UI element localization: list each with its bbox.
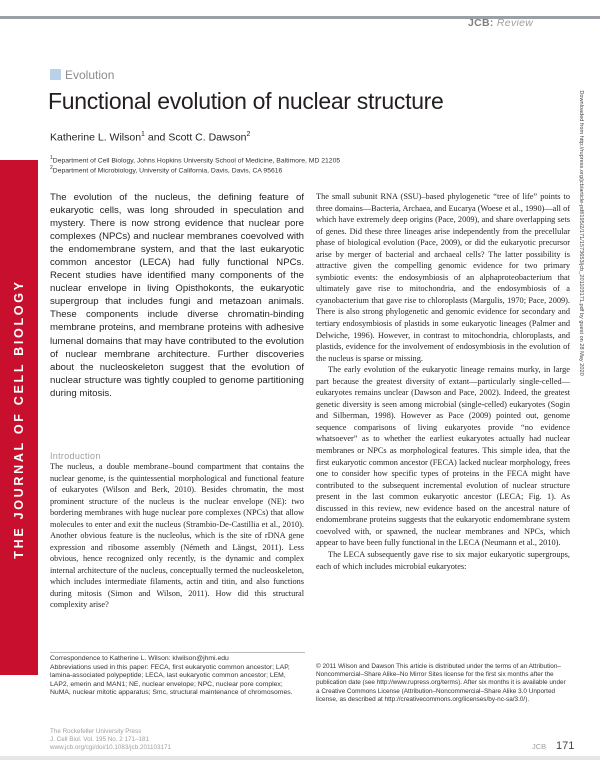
correspondence-note: Correspondence to Katherine L. Wilson: klwilson@jhmi.edu: [50, 655, 229, 662]
author-name: Scott C. Dawson: [168, 131, 247, 144]
body-paragraph: The small subunit RNA (SSU)–based phylogenetic “tree of life” points to three domains—Bacteria, Archaea, and Eucarya (Woese et al., 1990)—all of which have extremely deep origins (Pace, 2009), and share overlapping sets of genes. Did these three lineages arise independently from the precellular phase of biological evolution (Pace, 2009), or did the eukaryotic precursor arise by merger of bacterial and archaeal cells? The latter possibility is attractive given the compelling genomic evidence for two primary symbiotic events: the endosymbiosis of an alphaproteobacterium that ultimately gave rise to mitochondria, and the endosymbiosis of a cyanobacterium that gave rise to chloroplasts (Margulis, 1970; Pace, 2009). There is also strong phylogenetic and genomic evidence for secondary and tertiary endosymbiosis of plastids in some eukaryotic lineages (Palmer and Delwiche, 1996). However, in contrast to mitochondria, chloroplasts, and plastids, evidence for the involvement of endosymbiosis in the evolution of the nucleus is sparse or missing.: [316, 192, 570, 363]
author-list: Katherine L. Wilson$^1$ and Scott C. Dawson$^2$: [50, 131, 251, 144]
body-paragraph: The LECA subsequently gave rise to six major eukaryotic supergroups, each of which includes microbial eukaryotes:: [316, 549, 570, 571]
footnote-rule: [50, 652, 305, 653]
publisher: The Rockefeller University Press: [50, 728, 142, 735]
doi-link[interactable]: www.jcb.org/cgi/doi/10.1083/jcb.201103171: [50, 744, 172, 752]
abbreviations-note: Abbreviations used in this paper: FECA, first eukaryotic common ancestor; LAP, lamina-associated polypeptide; LECA, last eukaryotic common ancestor; LEM, LAP2, emerin and MAN1; NE, nuclear envelope; NPC, nuclear pore complex; NuMA, nuclear mitotic apparatus; Smc, structural maintenance of chromosomes.: [50, 663, 293, 697]
doc-icon: [50, 69, 61, 80]
article-title: Functional evolution of nuclear structure: [48, 88, 444, 114]
footer-rule: [0, 756, 600, 760]
page-number: 171: [556, 740, 575, 752]
affiliation: $^2$Department of Microbiology, University of California, Davis, Davis, CA 95616: [50, 165, 283, 175]
intro-paragraph: The nucleus, a double membrane–bound compartment that contains the nuclear genome, is the quintessential morphological and functional feature of eukaryotes (Wilson and Berk, 2010). Besides chromatin, the most prominent structure of the nucleus is the nuclear envelope (NE): two bordering membranes with huge nuclear pore complexes (NPCs) that allow molecules to enter and exit the nucleus (Strambio-De-Castillia et al., 2010). Another obvious feature is the nucleolus, which is the site of rDNA gene expression and ribosome assembly (Németh and Längst, 2011). Less obvious, hence recognized only recently, is the dynamic and complex internal architecture of the nucleus, conceptually termed the nucleoskeleton, which includes intermediate filaments, actin and titin, and also functions during mitosis (Simon and Wilson, 2011). How did this structural complexity arise?: [50, 462, 304, 609]
journal-sidebar-title: THE JOURNAL OF CELL BIOLOGY: [12, 279, 26, 559]
copyright-note: © 2011 Wilson and Dawson This article is distributed under the terms of an Attribution–Noncommercial–Share Alike–No Mirror Sites license for the first six months after the publication date (see http://www.rupress.org/terms). After six months it is available under a Creative Commons License (Attribution–Noncommercial–Share Alike 3.0 Unported license, as described at http://creativecommons.org/licenses/by-nc-sa/3.0/).: [316, 663, 566, 703]
right-column: [316, 191, 570, 572]
citation: J. Cell Biol. Vol. 195 No. 2 171–181: [50, 736, 150, 744]
article-category: Evolution: [50, 68, 114, 82]
footer-citation: [50, 728, 171, 753]
abstract: The evolution of the nucleus, the defining feature of eukaryotic cells, was long shrouded in speculation and mystery. There is now strong evidence that nuclear pore complexes (NPCs) and nuclear membranes coevolved with the endomembrane system, and that the last eukaryotic common ancestor (LECA) had fully functional NPCs. Recent studies have identified many components of the nuclear envelope in living Opisthokonts, the eukaryotic supergroup that includes fungi and metazoan animals. These components include diverse chromatin-binding membrane proteins, and membrane proteins with adhesive lumenal domains that may have contributed to the evolution of nuclear membrane architecture. Further discoveries about the nucleoskeleton suggest that the evolution of nuclear structure was tightly coupled to genome partitioning during mitosis.: [50, 192, 304, 399]
affiliation: $^1$Department of Cell Biology, Johns Hopkins University School of Medicine, Baltimore, MD 21205: [50, 155, 341, 165]
footnotes: [50, 655, 305, 698]
journal-section-label: JCB: Review: [468, 17, 534, 29]
download-watermark: Downloaded from http://rupress.org/jcb/article-pdf/195/2/171/1573653/jcb_201103171.pdf by guest on 28 May 2020: [578, 90, 584, 376]
footer-journal: JCB: [532, 742, 547, 751]
section-heading: Introduction: [50, 451, 101, 461]
author-name: Katherine L. Wilson: [50, 131, 142, 144]
body-paragraph: The early evolution of the eukaryotic lineage remains murky, in large part because the greatest diversity of extant—particularly single-celled—eukaryotes remains unclear (Dawson and Pace, 2002). Indeed, the greatest genetic diversity is seen among microbial (single-celled) eukaryotes (Sogin and Silberman, 1998). However as Pace (2009) pointed out, genome sequence comparisons of living eukaryotes provide “no evidence whatsoever” as to whether the earliest eukaryotes actually had nuclear membranes or NPCs as morphological features. This simple idea, that the first eukaryotic common ancestor (FECA) lacked nuclear morphology, frees one to consider how specific types of proteins in the FECA might have contributed to the subsequent incremental evolution of nuclear structure present in the last common eukaryotic ancestor (LECA; Fig. 1). As discussed in this review, new evidence based on the ancestral nature of endomembrane proteins suggests that the eukaryotic endomembrane system coevolved with, or spawned, the nuclear membranes and NPCs, which appear to have been fully functional in the LECA (Neumann et al., 2010).: [316, 365, 570, 548]
